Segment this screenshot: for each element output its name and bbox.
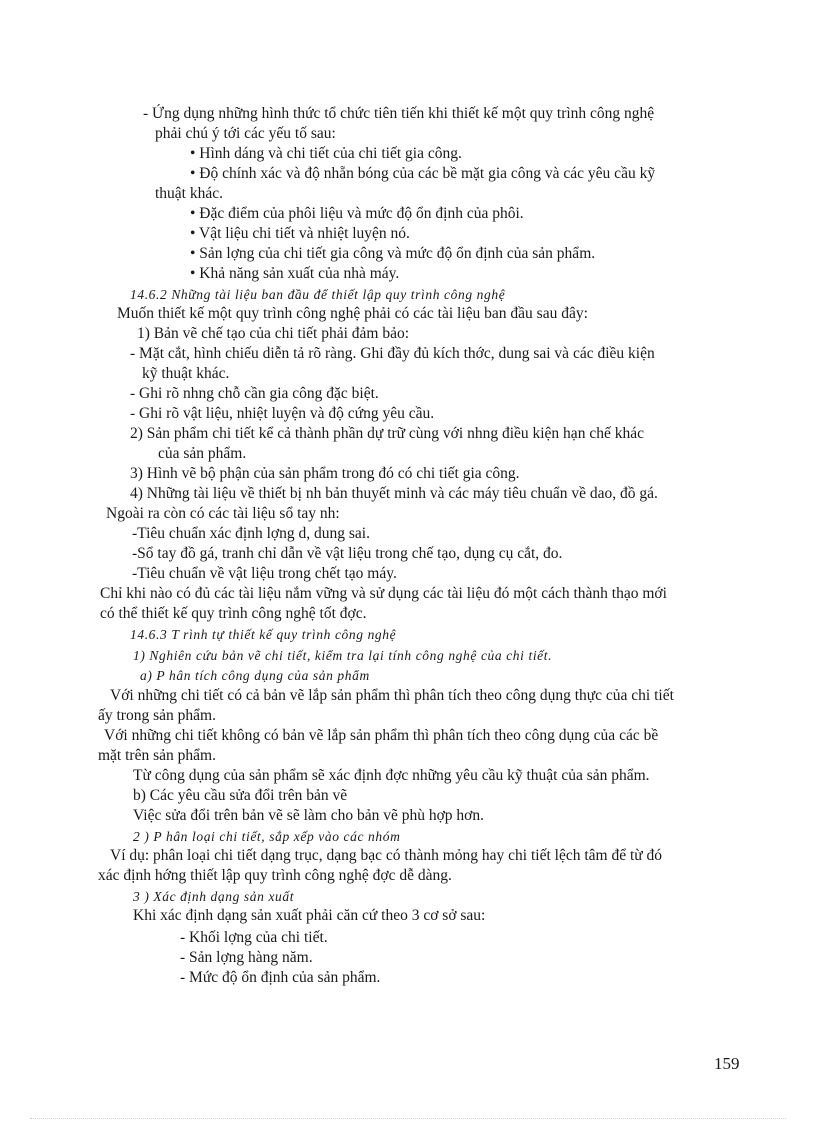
page-number: 159 [714, 1054, 740, 1073]
text-line: -Sổ tay đồ gá, tranh chỉ dẫn về vật liệu trong chế tạo, dụng cụ cắt, đo. [132, 545, 563, 562]
subsection-heading: 2 ) P hân loại chi tiết, sắp xếp vào các nhóm [133, 829, 401, 844]
text-line: • Vật liệu chi tiết và nhiệt luyện nó. [190, 225, 410, 242]
text-line: thuật khác. [155, 185, 224, 202]
text-line: Với những chi tiết không có bản vẽ lắp sản phẩm thì phân tích theo công dụng của các bề [104, 727, 659, 744]
text-line: • Độ chính xác và độ nhẵn bóng của các bề mặt gia công và các yêu cầu kỹ [190, 165, 656, 182]
text-line: Ngoài ra còn có các tài liệu sổ tay nh: [106, 505, 340, 522]
text-line: • Hình dáng và chi tiết của chi tiết gia công. [190, 145, 462, 162]
list-item: - Mức độ ổn định của sản phẩm. [180, 969, 381, 986]
text-line: Khi xác định dạng sản xuất phải căn cứ theo 3 cơ sở sau: [133, 907, 486, 924]
section-heading: 14.6.2 Những tài liệu ban đầu để thiết lập quy trình công nghệ [130, 287, 506, 302]
list-item: - Khối lợng của chi tiết. [180, 929, 328, 946]
text-line: - Ghi rõ nhng chỗ cần gia công đặc biệt. [130, 385, 379, 402]
text-line: Việc sửa đổi trên bản vẽ sẽ làm cho bản vẽ phù hợp hơn. [133, 807, 484, 824]
text-line: -Tiêu chuẩn về vật liệu trong chết tạo máy. [132, 565, 397, 582]
text-line: 2) Sản phẩm chi tiết kể cả thành phần dự trữ cùng với nhng điều kiện hạn chế khác [130, 425, 644, 442]
text-line: • Khả năng sản xuất của nhà máy. [190, 265, 400, 282]
text-line: -Tiêu chuẩn xác định lợng d, dung sai. [132, 525, 370, 542]
text-line: Muốn thiết kế một quy trình công nghệ phải có các tài liệu ban đầu sau đây: [117, 305, 588, 322]
text-line: phải chú ý tới các yếu tố sau: [155, 125, 336, 142]
text-line: mặt trên sản phẩm. [98, 747, 216, 764]
text-line: - Ghi rõ vật liệu, nhiệt luyện và độ cứng yêu cầu. [130, 405, 435, 422]
text-line: ấy trong sản phẩm. [98, 707, 216, 724]
text-line: - Mặt cắt, hình chiếu diễn tả rõ ràng. Ghi đầy đủ kích thớc, dung sai và các điều kiện [130, 345, 655, 362]
subsection-heading: a) P hân tích công dụng của sản phẩm [140, 668, 370, 683]
text-line: Với những chi tiết có cả bản vẽ lắp sản phẩm thì phân tích theo công dụng thực của chi tiết [110, 687, 674, 704]
text-line: Chỉ khi nào có đủ các tài liệu nắm vững và sử dụng các tài liệu đó một cách thành thạo mới [100, 585, 667, 602]
page-bottom-divider [30, 1118, 786, 1119]
text-line: có thể thiết kế quy trình công nghệ tốt đợc. [100, 605, 367, 622]
text-line: - Ứng dụng những hình thức tổ chức tiên tiến khi thiết kế một quy trình công nghệ [143, 105, 655, 122]
text-line: b) Các yêu cầu sửa đổi trên bản vẽ [133, 787, 348, 804]
text-line: Ví dụ: phân loại chi tiết dạng trục, dạng bạc có thành mỏng hay chi tiết lệch tâm để từ đó [110, 847, 663, 864]
list-item: - Sản lợng hàng năm. [180, 949, 313, 966]
text-line: xác định hớng thiết lập quy trình công nghệ đợc dễ dàng. [98, 867, 452, 884]
text-line: 3) Hình vẽ bộ phận của sản phẩm trong đó có chi tiết gia công. [130, 465, 520, 482]
text-line: • Sản lợng của chi tiết gia công và mức độ ổn định của sản phẩm. [190, 245, 596, 262]
text-line: • Đặc điểm của phôi liệu và mức độ ổn định của phôi. [190, 205, 524, 222]
text-line: 4) Những tài liệu về thiết bị nh bản thuyết minh và các máy tiêu chuẩn về dao, đồ gá. [130, 485, 658, 502]
text-line: Từ công dụng của sản phẩm sẽ xác định đợc những yêu cầu kỹ thuật của sản phẩm. [133, 767, 650, 784]
section-heading: 14.6.3 T rình tự thiết kế quy trình công nghệ [130, 627, 397, 642]
subsection-heading: 3 ) Xác định dạng sản xuất [133, 889, 295, 904]
text-line: kỹ thuật khác. [142, 365, 230, 382]
text-line: của sản phẩm. [158, 445, 247, 462]
text-line: 1) Bản vẽ chế tạo của chi tiết phải đảm bảo: [137, 325, 410, 342]
subsection-heading: 1) Nghiên cứu bản vẽ chi tiết, kiểm tra lại tính công nghệ của chi tiết. [133, 648, 553, 663]
